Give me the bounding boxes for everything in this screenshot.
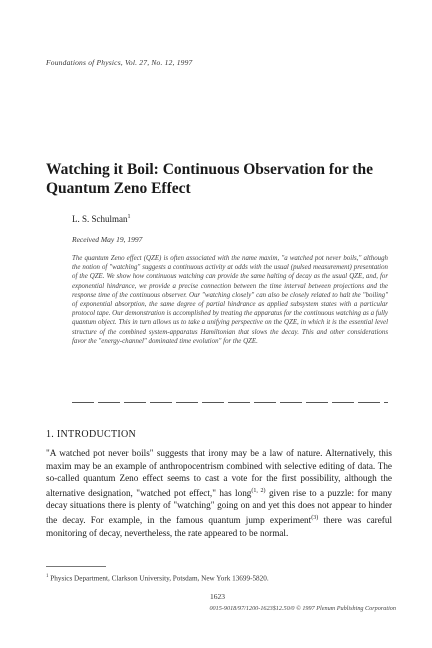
citation-1: (1, 2) — [251, 487, 266, 494]
abstract-divider — [72, 402, 388, 403]
copyright-line: 0015-9018/97/1200-1623$12.50/0 © 1997 Plenum Publishing Corporation — [209, 605, 396, 612]
author-name: L. S. Schulman — [72, 214, 128, 224]
footnote-text: Physics Department, Clarkson University, Potsdam, New York 13699-5820. — [50, 574, 269, 583]
body-text-2: given rise to a puzzle: for many decay situations there is plenty of "watching" going on and yet this does not appear to hinder the decay. For example, in the famous quantum jump experiment — [46, 487, 393, 526]
body-text-3: there was careful monitoring of decay, nevertheless, the rate appeared to be normal. — [46, 515, 393, 538]
footnote — [46, 574, 269, 582]
body-text-1: "A watched pot never boils" suggests that irony may be a law of nature. Alternatively, this maxim may be an example of anthropocentrism combined with selective editing of data. The so-called quantum Zeno effect seems to cast a vote for the first possibility, although the alternative designation, "watched pot effect," has long — [46, 448, 392, 498]
page-number: 1623 — [210, 592, 225, 601]
footnote-mark: 1 — [46, 574, 49, 579]
abstract: The quantum Zeno effect (QZE) is often associated with the name maxim, "a watched pot never boils," although the notion of "watching" suggests a continuous activity at odds with the usual (pulsed measurement) presentation of the QZE. We show how continuous watching can provide the same halting of decay as the usual QZE, and, for exponential hindrance, we provide a precise connection between the time interval between projections and the response time of the continuous observer. Our "watching closely" can also be closely related to halt the "boiling" of exponential absorption, the same degree of partial hindrance as applied subsystem states with a particular protocol tape. Our demonstration is accomplished by treating the apparatus for the continuous watching as a fully quantum object. This in turn allows us to take a unifying perspective on the QZE, in which it is the essential level structure of the combined system-apparatus Hamiltonian that slows the decay. This and other considerations favor the "energy-channel" dominated time evolution" for the QZE. — [72, 255, 388, 345]
footnote-divider — [46, 566, 106, 567]
author-line — [72, 214, 131, 224]
paper-title: Watching it Boil: Continuous Observation for the Quantum Zeno Effect — [46, 161, 373, 197]
section-heading: 1. INTRODUCTION — [46, 429, 137, 440]
journal-citation: Foundations of Physics, Vol. 27, No. 12, 1997 — [46, 58, 193, 67]
author-footnote-mark: 1 — [127, 214, 131, 220]
body-paragraph — [46, 447, 392, 539]
citation-2: (3) — [311, 515, 319, 522]
received-date: Received May 19, 1997 — [72, 235, 143, 244]
